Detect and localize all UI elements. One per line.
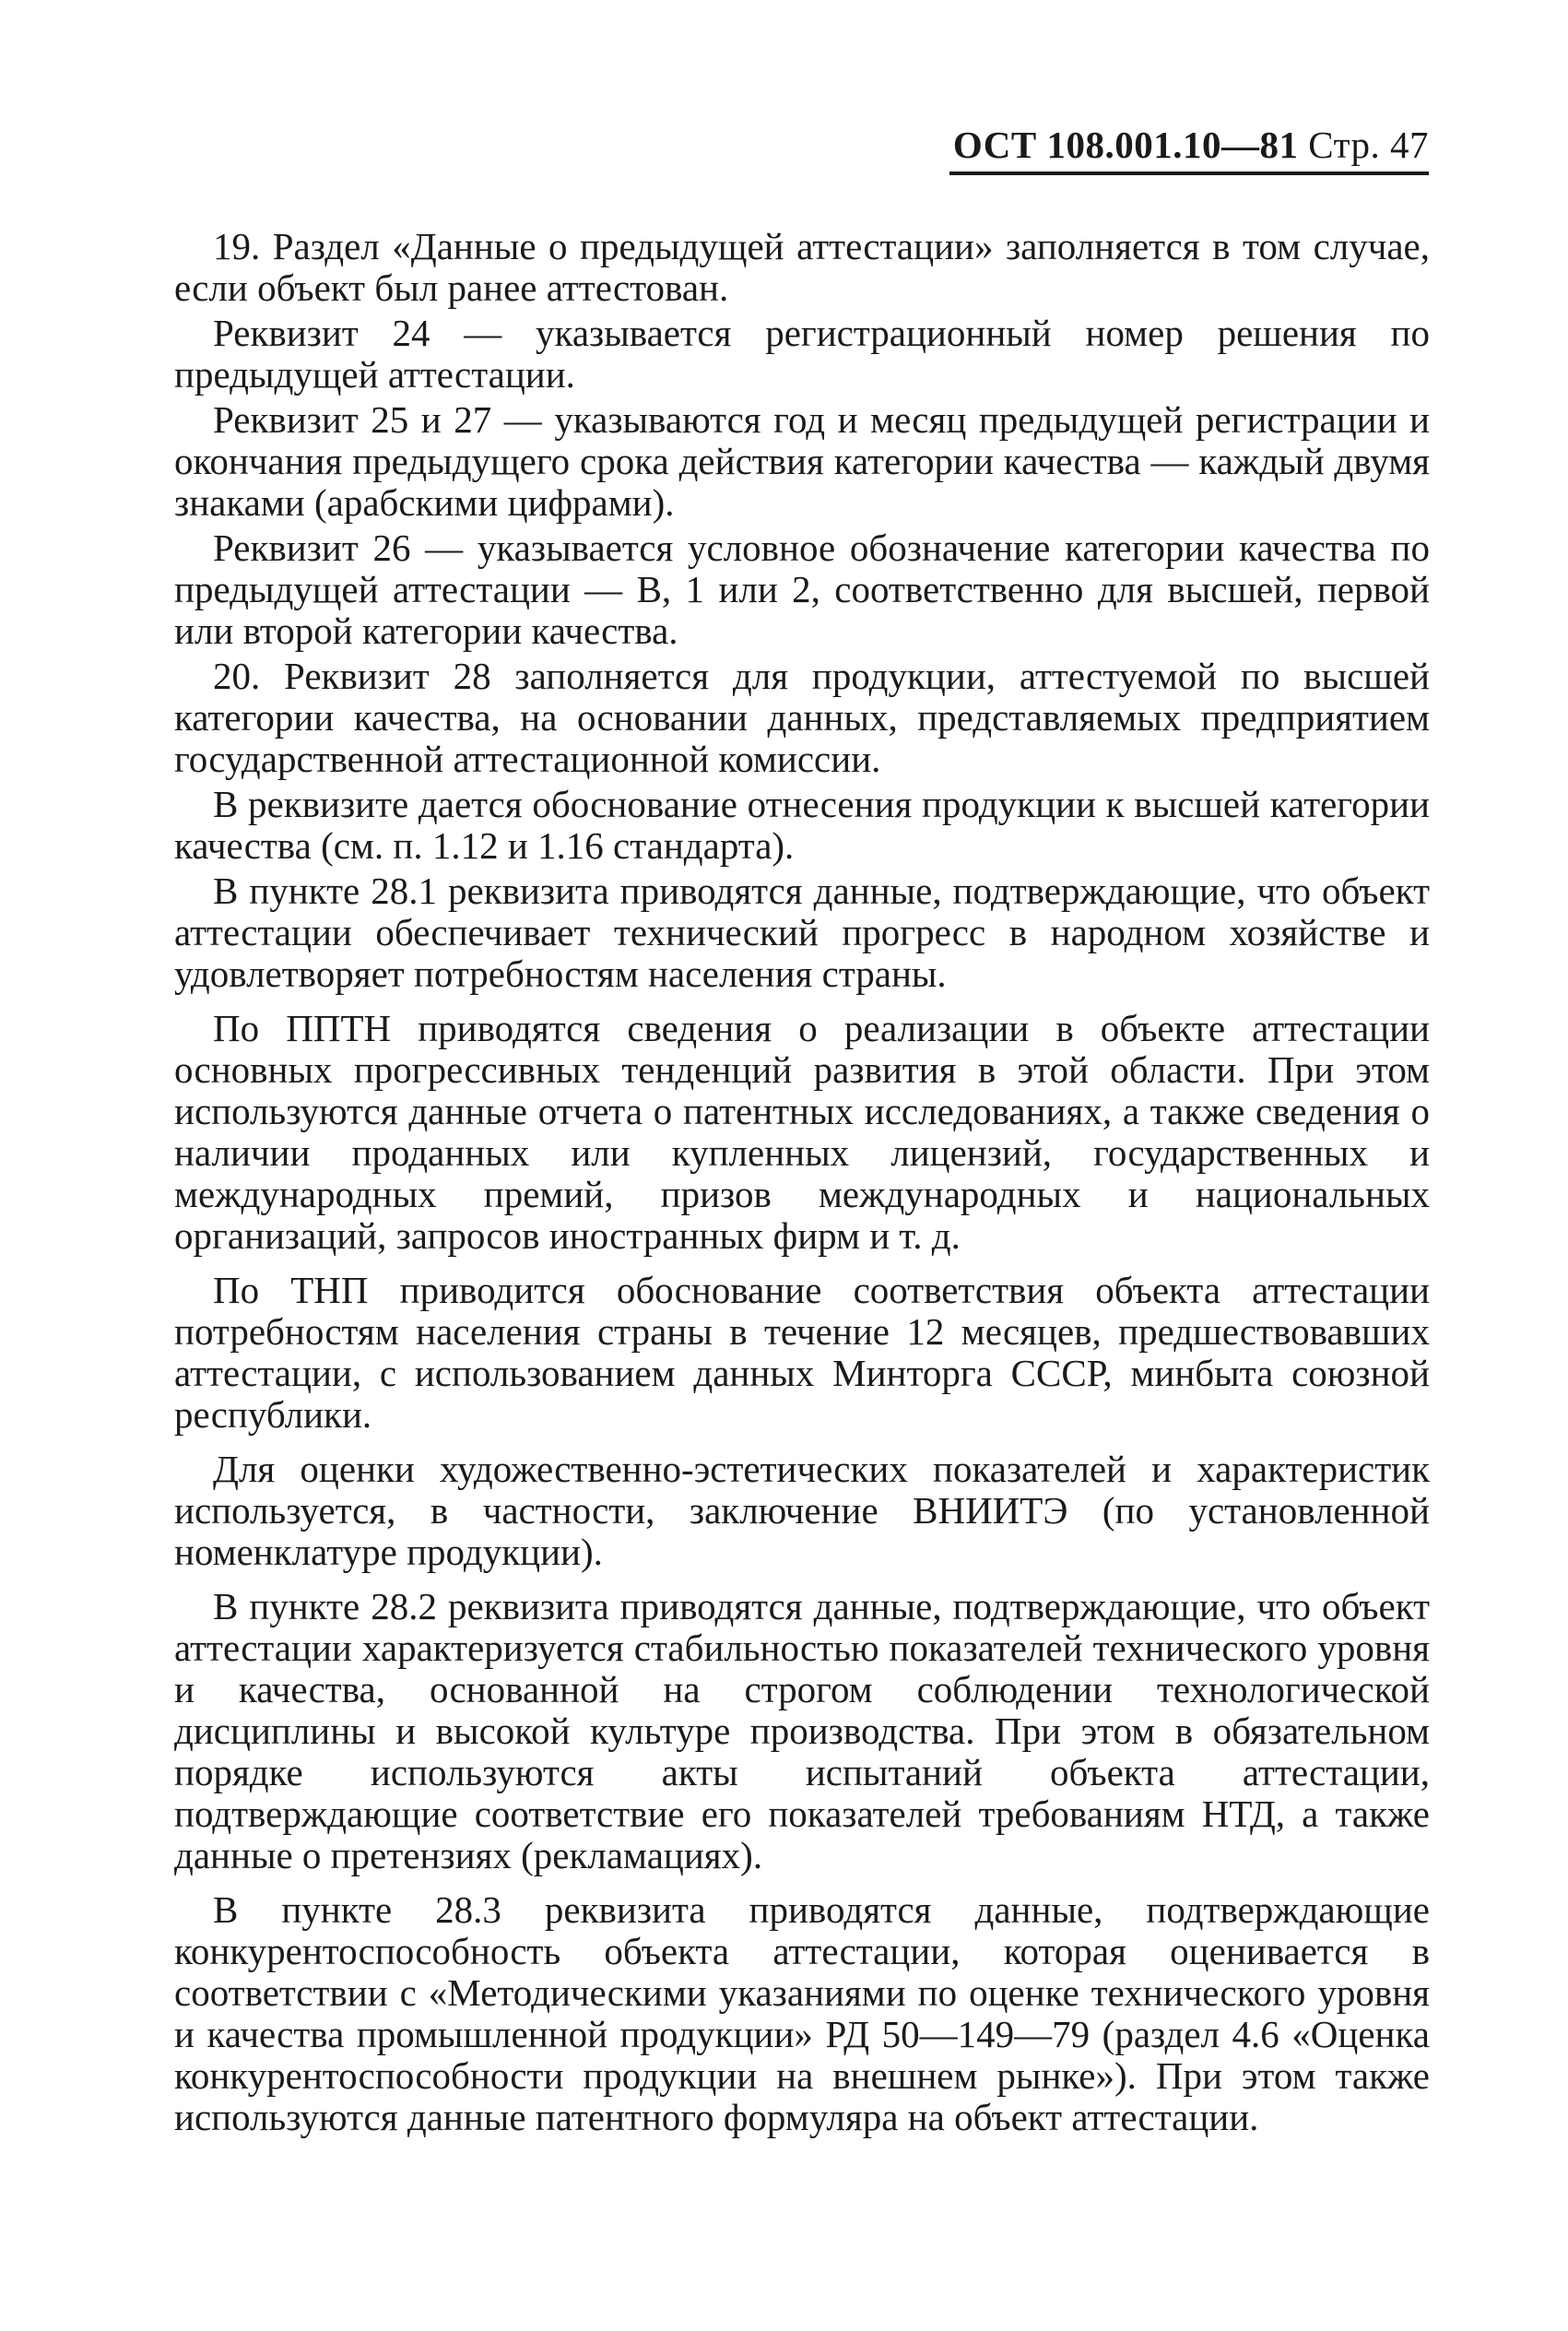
paragraph-requisite-26: Реквизит 26 — указывается условное обозначение категории качества по предыдущей аттестации — В, 1 или 2, соответственно для высшей, первой или второй категории качества.: [174, 527, 1430, 652]
paragraph-28-2: В пункте 28.2 реквизита приводятся данные, подтверждающие, что объект аттестации характеризуется стабильностью показателей технического уровня и качества, основанной на строгом соблюдении технологической дисциплины и высокой культуре производства. При этом в обязательном порядке используются акты испытаний объекта аттестации, подтверждающие соответствие его показателей требованиям НТД, а также данные о претензиях (рекламациях).: [174, 1585, 1430, 1876]
standard-number: ОСТ 108.001.10—81: [952, 124, 1299, 166]
paragraph-item-19: 19. Раздел «Данные о предыдущей аттестации» заполняется в том случае, если объект был ранее аттестован.: [174, 225, 1430, 309]
body-text: [174, 226, 1430, 2142]
paragraph-aesthetics: Для оценки художественно-эстетических показателей и характеристик используется, в частности, заключение ВНИИТЭ (по установленной номенклатуре продукции).: [174, 1448, 1430, 1573]
paragraph-tnp: По ТНП приводится обоснование соответствия объекта аттестации потребностям населения страны в течение 12 месяцев, предшествовавших аттестации, с использованием данных Минторга СССР, минбыта союзной республики.: [174, 1269, 1430, 1436]
paragraph-requisite-25-27: Реквизит 25 и 27 — указываются год и месяц предыдущей регистрации и окончания предыдущего срока действия категории качества — каждый двумя знаками (арабскими цифрами).: [174, 398, 1430, 524]
page-number: Стр. 47: [1308, 124, 1429, 166]
running-header: [949, 124, 1429, 175]
paragraph-item-20: 20. Реквизит 28 заполняется для продукции, аттестуемой по высшей категории качества, на основании данных, представляемых предприятием государственной аттестационной комиссии.: [174, 655, 1430, 780]
paragraph-pptn: По ППТН приводятся сведения о реализации в объекте аттестации основных прогрессивных тенденций развития в этой области. При этом используются данные отчета о патентных исследованиях, а также сведения о наличии проданных или купленных лицензий, государственных и международных премий, призов международных и национальных организаций, запросов иностранных фирм и т. д.: [174, 1007, 1430, 1257]
paragraph-justification: В реквизите дается обоснование отнесения продукции к высшей категории качества (см. п. 1.12 и 1.16 стандарта).: [174, 783, 1430, 867]
paragraph-28-3: В пункте 28.3 реквизита приводятся данные, подтверждающие конкурентоспособность объекта аттестации, которая оценивается в соответствии с «Методическими указаниями по оценке технического уровня и качества промышленной продукции» РД 50—149—79 (раздел 4.6 «Оценка конкурентоспособности продукции на внешнем рынке»). При этом также используются данные патентного формуляра на объект аттестации.: [174, 1888, 1430, 2138]
paragraph-requisite-24: Реквизит 24 — указывается регистрационный номер решения по предыдущей аттестации.: [174, 312, 1430, 396]
paragraph-28-1: В пункте 28.1 реквизита приводятся данные, подтверждающие, что объект аттестации обеспечивает технический прогресс в народном хозяйстве и удовлетворяет потребностям населения страны.: [174, 870, 1430, 995]
